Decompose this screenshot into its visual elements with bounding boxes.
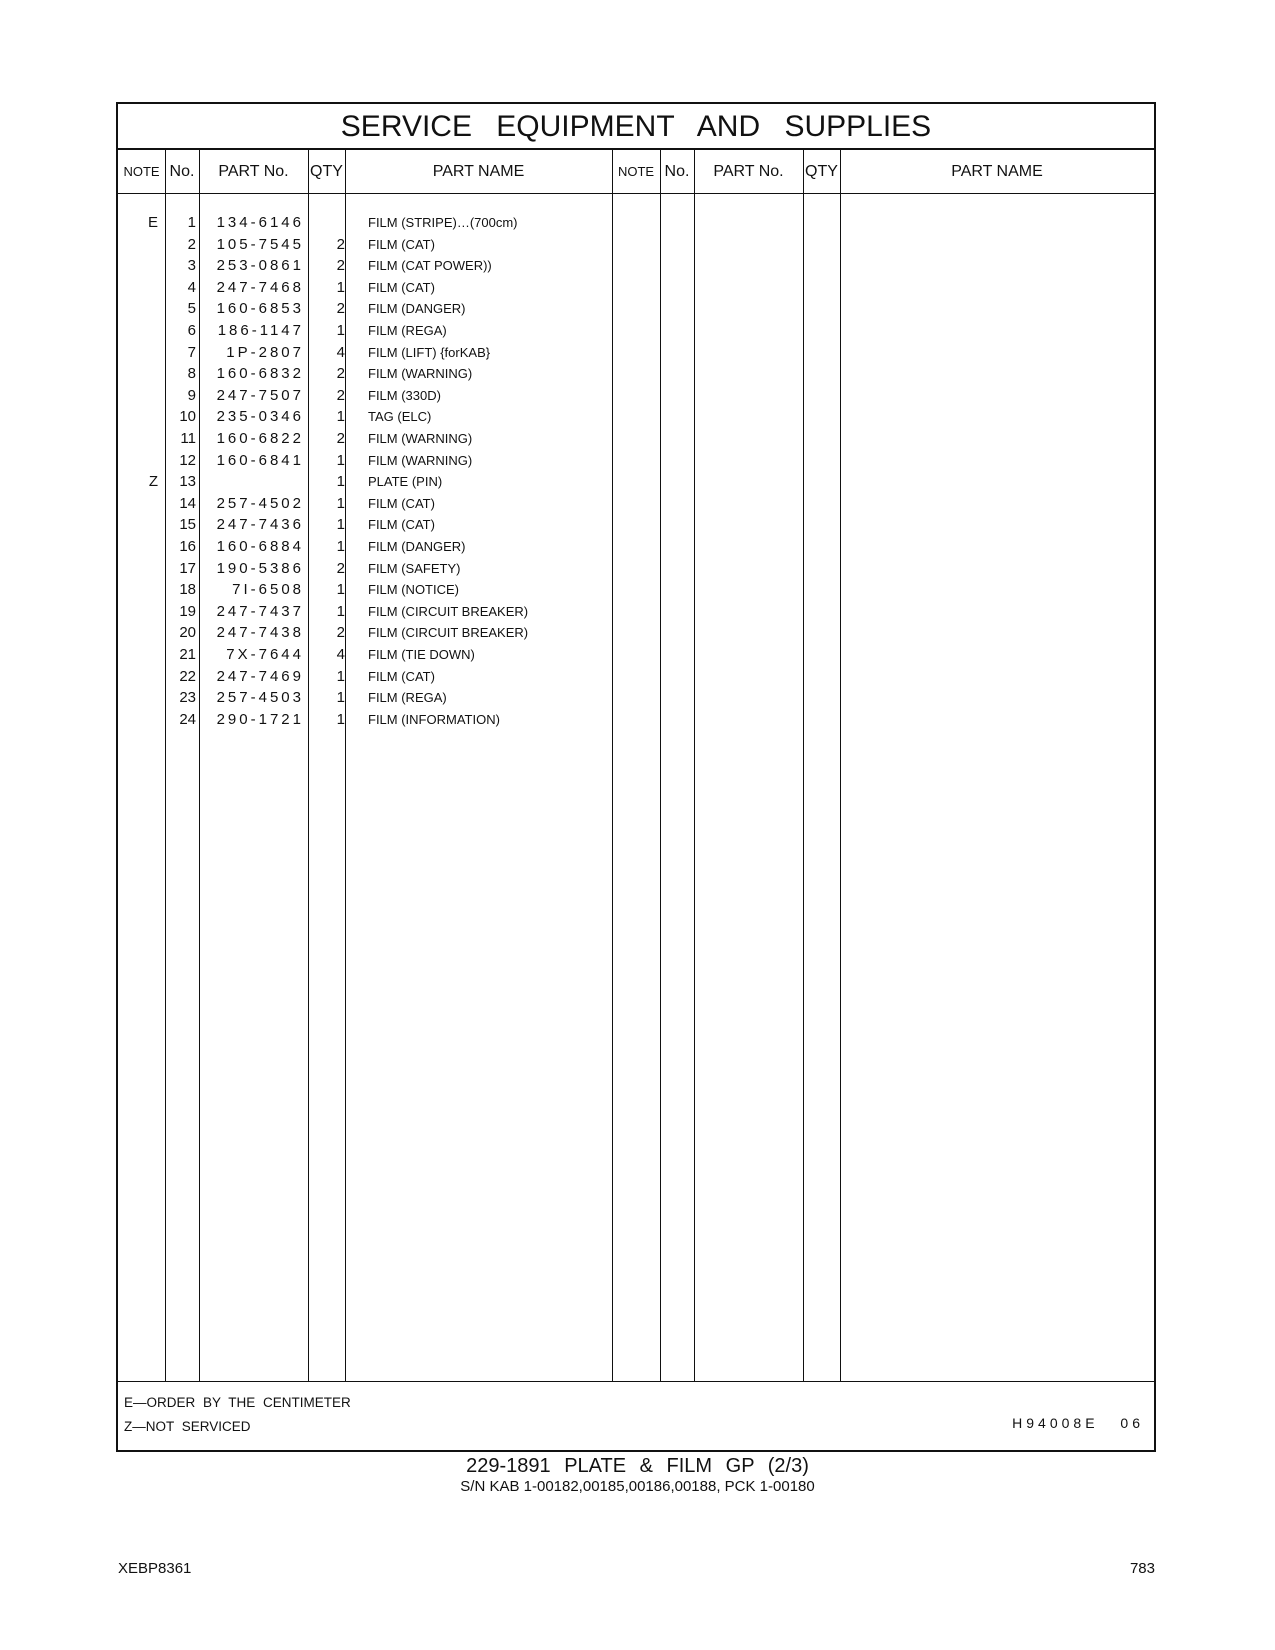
row-number: 22 (179, 667, 196, 685)
row-quantity: 1 (336, 538, 345, 555)
table-row (118, 471, 1154, 493)
table-row (118, 450, 1154, 472)
row-number: 16 (179, 538, 196, 555)
row-quantity: 1 (336, 451, 345, 469)
row-part-name: FILM (CIRCUIT BREAKER) (368, 603, 529, 619)
row-number: 12 (179, 451, 196, 469)
table-row (118, 644, 1154, 666)
row-quantity: 2 (336, 235, 345, 253)
table-row (118, 514, 1154, 536)
row-part-number: 290-1721 (216, 710, 304, 728)
row-number: 13 (179, 473, 196, 491)
row-note (118, 363, 158, 385)
row-note (118, 234, 158, 256)
row-quantity: 1 (336, 667, 345, 685)
row-part-number: 160-6884 (216, 538, 304, 555)
row-number: 20 (179, 624, 196, 642)
row-number: 19 (179, 602, 196, 620)
row-part-name: FILM (LIFT) {forKAB} (368, 344, 491, 360)
row-number: 2 (187, 235, 196, 253)
header-qty-right: QTY (805, 163, 838, 180)
row-number: 17 (179, 559, 196, 577)
table-row (118, 558, 1154, 580)
table-row (118, 363, 1154, 385)
row-note: E (147, 214, 158, 231)
table-row (118, 342, 1154, 364)
table-row (118, 385, 1154, 407)
row-number: 5 (187, 300, 196, 318)
row-note (118, 385, 158, 407)
row-part-name: FILM (REGA) (368, 323, 447, 338)
table-row (118, 666, 1154, 688)
row-number: 10 (179, 408, 196, 426)
row-number: 14 (179, 494, 196, 512)
row-part-number: 247-7438 (216, 624, 304, 642)
row-number: 4 (187, 278, 196, 296)
table-row (118, 406, 1154, 428)
note-e: E—ORDER BY THE CENTIMETER (124, 1395, 351, 1410)
header-part-name-right: PART NAME (951, 163, 1043, 180)
row-part-name: FILM (INFORMATION) (368, 711, 500, 727)
row-quantity: 2 (336, 300, 345, 318)
row-part-name: FILM (CIRCUIT BREAKER) (368, 625, 529, 641)
row-quantity: 1 (336, 278, 345, 296)
header-part-name: PART NAME (432, 163, 525, 180)
header-no-right: No. (664, 163, 690, 180)
row-part-number: 247-7437 (216, 602, 304, 620)
row-note (118, 687, 158, 709)
row-part-number: 257-4502 (216, 494, 304, 512)
row-number: 21 (179, 646, 196, 663)
row-note (118, 579, 158, 601)
row-quantity: 4 (336, 646, 345, 663)
row-note (118, 536, 158, 558)
parts-table (116, 102, 1156, 1452)
row-part-number: 105-7545 (216, 235, 304, 253)
group-title: 229-1891 PLATE & FILM GP (2/3) (466, 1455, 809, 1477)
row-number: 15 (179, 516, 196, 534)
row-number: 8 (187, 365, 196, 383)
note-z: Z—NOT SERVICED (124, 1419, 251, 1434)
table-row (118, 277, 1154, 299)
table-row (118, 255, 1154, 277)
row-part-number: 186-1147 (217, 322, 304, 339)
row-note (118, 342, 158, 364)
form-number: XEBP8361 (118, 1560, 192, 1577)
header-note-right: NOTE (617, 164, 655, 179)
row-part-number: 7X-7644 (226, 646, 304, 663)
row-quantity: 1 (336, 322, 345, 339)
row-note (118, 277, 158, 299)
row-number: 3 (187, 257, 196, 275)
table-row (118, 536, 1154, 558)
row-part-name: FILM (WARNING) (368, 366, 473, 382)
row-part-number: 160-6822 (216, 430, 304, 447)
table-row (118, 493, 1154, 515)
row-note (118, 622, 158, 644)
row-quantity: 2 (336, 365, 345, 383)
row-part-number: 1P-2807 (226, 343, 304, 361)
row-part-name: FILM (DANGER) (368, 301, 466, 317)
row-part-number: 134-6146 (216, 214, 304, 231)
table-row (118, 709, 1154, 731)
row-part-number: 247-7469 (216, 667, 304, 685)
row-part-number: 253-0861 (216, 257, 304, 275)
row-part-name: FILM (CAT POWER)) (368, 258, 492, 274)
row-part-name: FILM (STRIPE)…(700cm) (368, 215, 518, 230)
row-note (118, 514, 158, 536)
row-part-name: FILM (CAT) (368, 668, 435, 684)
row-part-number: 257-4503 (216, 689, 304, 707)
table-row (118, 622, 1154, 644)
row-part-name: FILM (CAT) (368, 495, 435, 511)
header-no: No. (169, 163, 195, 180)
row-part-name: FILM (CAT) (368, 279, 435, 295)
row-note (118, 428, 158, 450)
row-part-number: 235-0346 (216, 408, 304, 426)
row-note (118, 644, 158, 666)
row-quantity (318, 212, 345, 234)
row-part-name: FILM (TIE DOWN) (368, 647, 475, 662)
table-row (118, 687, 1154, 709)
row-quantity: 1 (336, 602, 345, 620)
table-row (118, 212, 1154, 234)
row-part-number: 160-6853 (216, 300, 304, 318)
table-row (118, 320, 1154, 342)
row-quantity: 1 (336, 473, 345, 491)
row-number: 23 (179, 689, 196, 707)
row-note (118, 601, 158, 623)
row-quantity: 1 (336, 581, 345, 599)
header-qty: QTY (310, 163, 343, 180)
header-note: NOTE (123, 164, 160, 179)
row-part-name: FILM (330D) (368, 387, 441, 403)
row-note (118, 493, 158, 515)
row-part-number: 7I-6508 (232, 581, 304, 599)
row-number: 7 (187, 343, 196, 361)
row-number: 9 (187, 386, 196, 404)
table-row (118, 579, 1154, 601)
header-part-no-right: PART No. (713, 163, 784, 180)
row-quantity: 2 (336, 430, 345, 447)
row-part-name: FILM (SAFETY) (368, 560, 461, 576)
row-quantity: 2 (336, 559, 345, 577)
row-number: 11 (180, 430, 196, 447)
row-part-number: 247-7468 (216, 278, 304, 296)
row-number: 18 (179, 581, 196, 599)
row-quantity: 1 (336, 408, 345, 426)
row-note (118, 320, 158, 342)
row-part-name: FILM (NOTICE) (368, 582, 459, 598)
row-note (118, 666, 158, 688)
row-part-name: FILM (CAT) (368, 517, 435, 533)
row-part-number: 247-7436 (216, 516, 304, 534)
row-note: Z (148, 473, 158, 491)
row-note (118, 558, 158, 580)
row-note (118, 255, 158, 277)
row-quantity: 4 (336, 343, 345, 361)
document-code: H94008E 06 (1012, 1415, 1144, 1431)
table-row (118, 428, 1154, 450)
row-part-number (204, 471, 304, 493)
row-part-number: 190-5386 (216, 559, 304, 577)
row-note (118, 709, 158, 731)
row-note (118, 298, 158, 320)
row-quantity: 2 (336, 257, 345, 275)
row-part-name: PLATE (PIN) (368, 474, 443, 490)
row-note (118, 406, 158, 428)
row-number: 24 (179, 710, 196, 728)
row-quantity: 1 (336, 494, 345, 512)
table-title: SERVICE EQUIPMENT AND SUPPLIES (118, 104, 1154, 150)
row-quantity: 2 (336, 624, 345, 642)
notes-rule (118, 1381, 1154, 1382)
notes (124, 1391, 351, 1439)
row-part-name: TAG (ELC) (368, 409, 432, 425)
row-quantity: 2 (336, 386, 345, 404)
page-number: 783 (1129, 1560, 1155, 1577)
row-part-name: FILM (DANGER) (368, 539, 466, 554)
row-part-number: 247-7507 (216, 386, 304, 404)
row-number: 6 (187, 322, 196, 339)
table-row (118, 298, 1154, 320)
row-number: 1 (187, 214, 196, 231)
table-row (118, 601, 1154, 623)
row-part-name: FILM (REGA) (368, 690, 447, 706)
row-quantity: 1 (336, 710, 345, 728)
table-row (118, 234, 1154, 256)
header-part-no: PART No. (218, 163, 289, 180)
row-part-name: FILM (WARNING) (368, 452, 473, 468)
row-quantity: 1 (336, 516, 345, 534)
row-note (118, 450, 158, 472)
row-part-number: 160-6832 (216, 365, 304, 383)
row-quantity: 1 (336, 689, 345, 707)
row-part-name: FILM (CAT) (368, 236, 435, 252)
serial-numbers: S/N KAB 1-00182,00185,00186,00188, PCK 1-00180 (460, 1478, 815, 1495)
row-part-name: FILM (WARNING) (368, 431, 473, 446)
row-part-number: 160-6841 (216, 451, 304, 469)
